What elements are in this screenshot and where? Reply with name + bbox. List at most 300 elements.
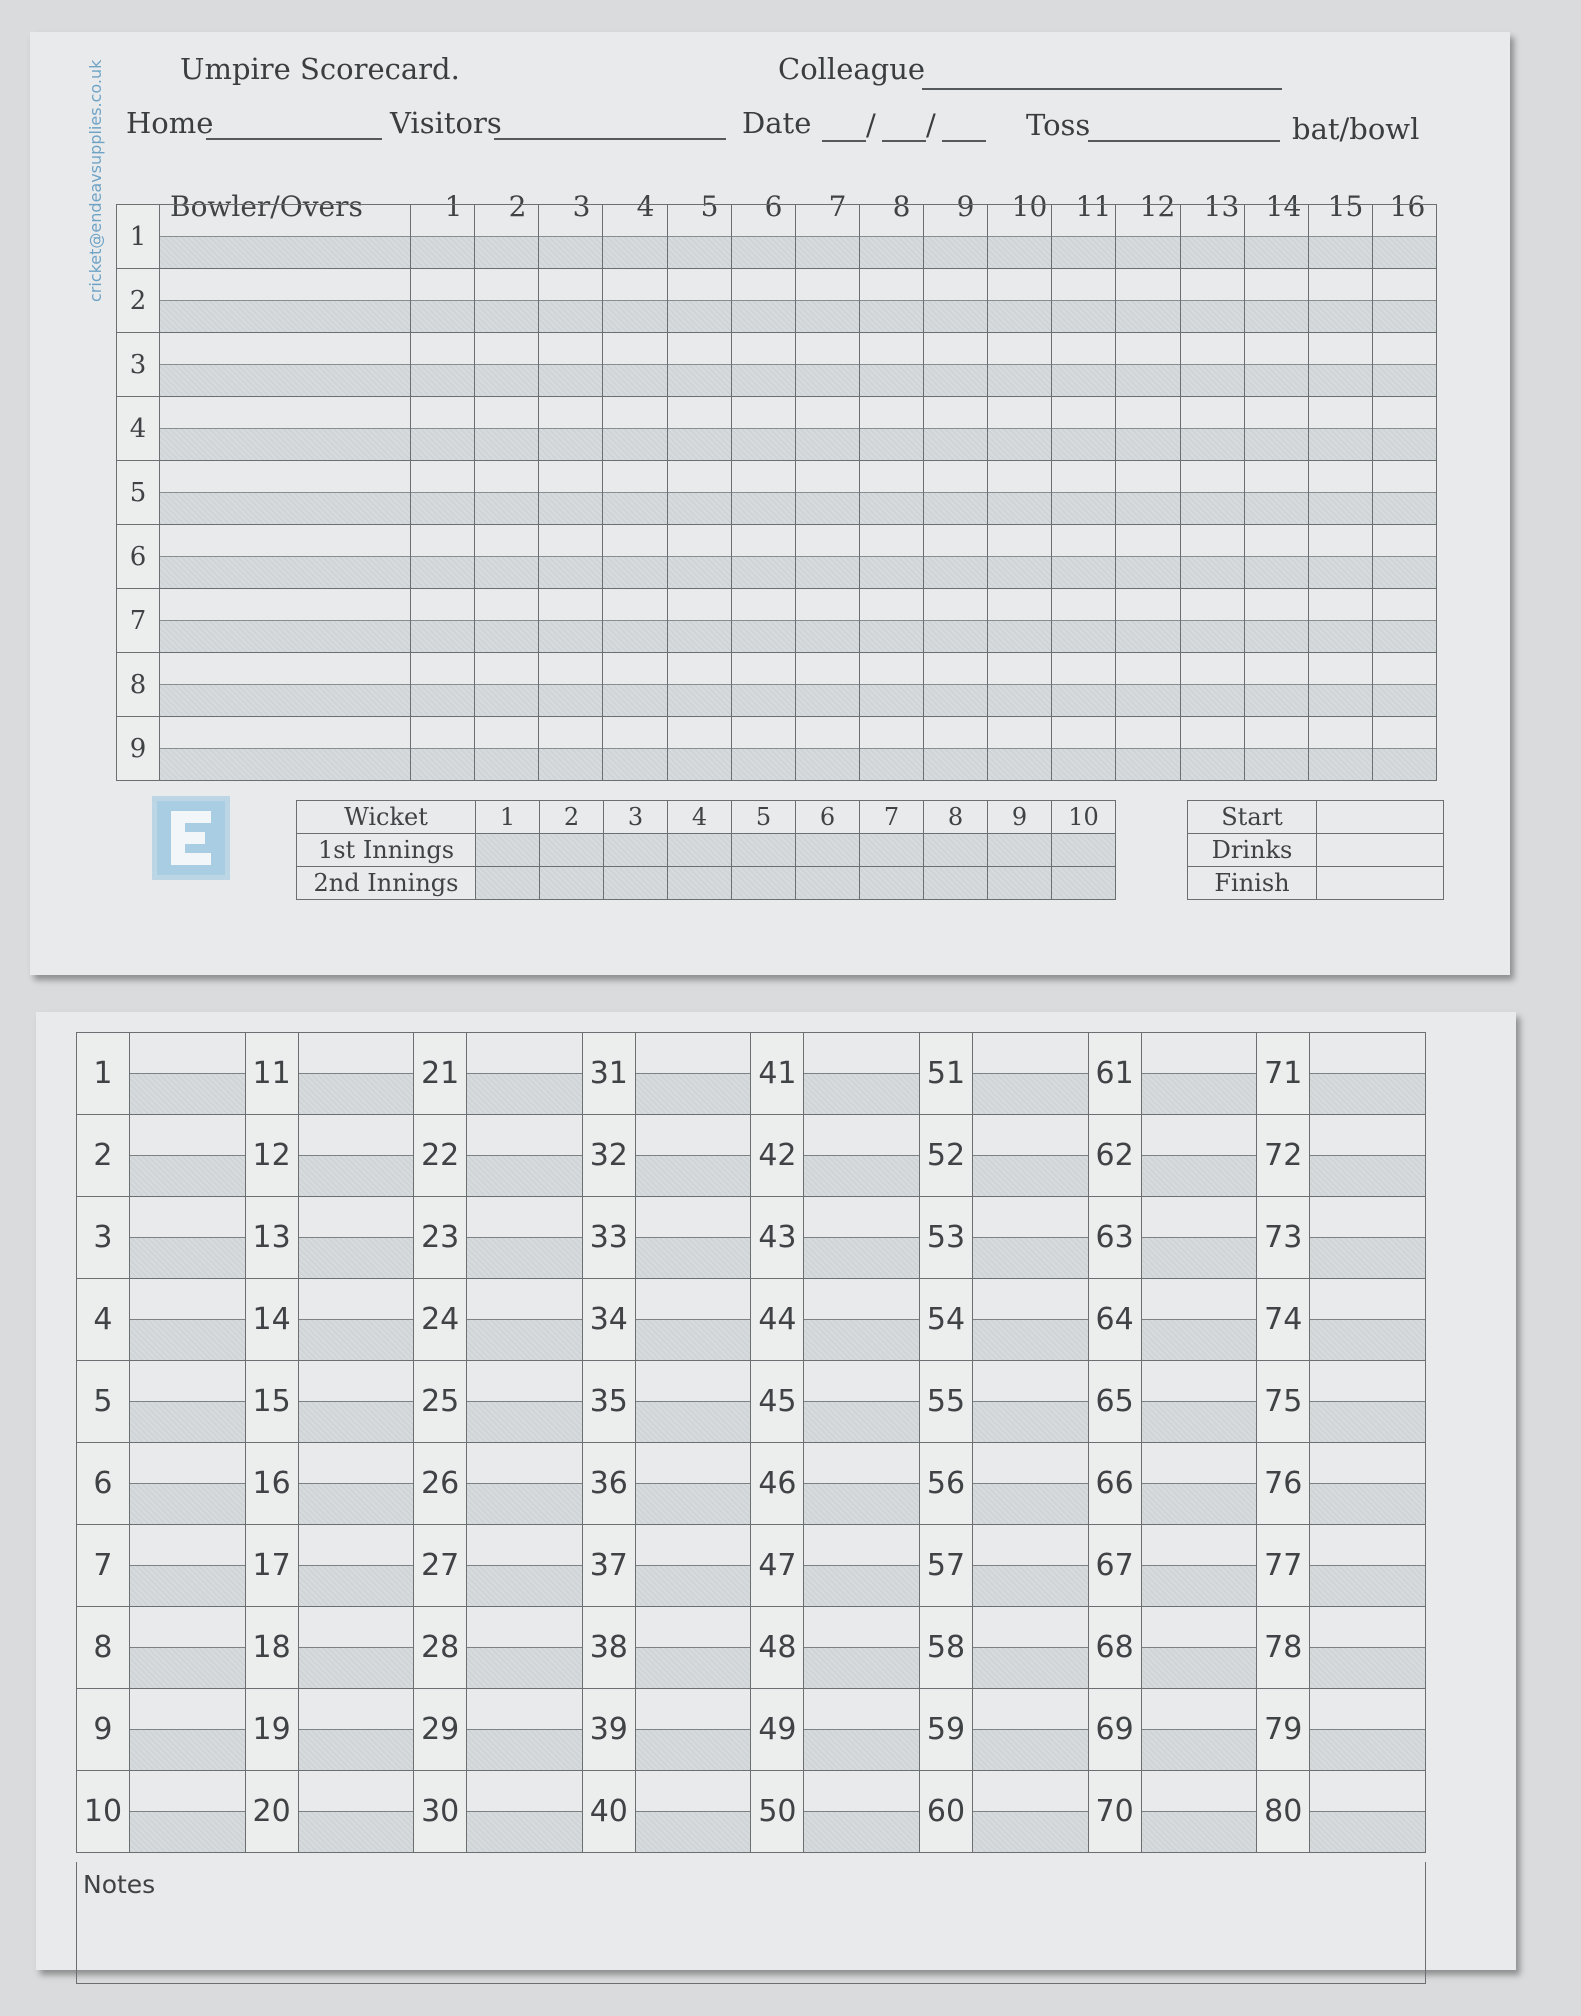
time-value-cell[interactable] (1317, 834, 1444, 867)
fow-value-cell[interactable] (467, 1033, 583, 1115)
fow-value-cell[interactable] (635, 1525, 751, 1607)
fow-number: 72 (1257, 1115, 1310, 1197)
over-number: 10 (1011, 190, 1048, 223)
fow-value-cell[interactable] (635, 1361, 751, 1443)
fow-value-cell[interactable] (298, 1279, 414, 1361)
over-cell[interactable] (1372, 397, 1436, 461)
over-cell[interactable] (1180, 269, 1244, 333)
colleague-line (922, 88, 1282, 90)
over-cell[interactable] (411, 397, 475, 461)
over-cell[interactable] (667, 653, 731, 717)
over-cell[interactable] (667, 525, 731, 589)
over-cell[interactable] (1244, 653, 1308, 717)
bowler-number: 6 (117, 525, 160, 589)
over-cell[interactable] (1308, 397, 1372, 461)
over-cell[interactable] (667, 269, 731, 333)
over-cell[interactable] (1244, 461, 1308, 525)
over-cell[interactable] (539, 269, 603, 333)
over-cell[interactable] (475, 397, 539, 461)
over-cell[interactable] (1308, 525, 1372, 589)
fow-number: 29 (414, 1689, 467, 1771)
over-cell[interactable] (731, 717, 795, 781)
over-cell[interactable] (539, 589, 603, 653)
over-cell[interactable] (475, 269, 539, 333)
innings-label: 1st Innings (297, 834, 476, 867)
fow-row (77, 1443, 1426, 1525)
bowler-number: 8 (117, 653, 160, 717)
over-cell[interactable] (731, 205, 795, 269)
over-cell[interactable] (475, 461, 539, 525)
fow-value-cell[interactable] (973, 1279, 1089, 1361)
fow-value-cell[interactable] (635, 1279, 751, 1361)
over-cell[interactable] (1244, 525, 1308, 589)
fow-number: 47 (751, 1525, 804, 1607)
fow-value-cell[interactable] (467, 1115, 583, 1197)
over-cell[interactable] (859, 461, 923, 525)
over-cell[interactable] (411, 525, 475, 589)
wicket-header-row (297, 801, 1116, 834)
over-cell[interactable] (1244, 333, 1308, 397)
wicket-time-cell[interactable] (988, 867, 1052, 900)
fow-value-cell[interactable] (1141, 1197, 1257, 1279)
over-cell[interactable] (924, 333, 988, 397)
over-cell[interactable] (475, 333, 539, 397)
over-cell[interactable] (1116, 397, 1180, 461)
over-cell[interactable] (1180, 589, 1244, 653)
over-cell[interactable] (1308, 589, 1372, 653)
wicket-time-cell[interactable] (988, 834, 1052, 867)
over-cell[interactable] (1180, 717, 1244, 781)
fow-value-cell[interactable] (1310, 1279, 1426, 1361)
over-cell[interactable] (1372, 461, 1436, 525)
over-cell[interactable] (539, 333, 603, 397)
fow-number: 59 (920, 1689, 973, 1771)
fow-number: 30 (414, 1771, 467, 1853)
fow-value-cell[interactable] (635, 1689, 751, 1771)
wicket-time-cell[interactable] (1052, 834, 1116, 867)
fow-value-cell[interactable] (804, 1115, 920, 1197)
over-cell[interactable] (603, 525, 667, 589)
wicket-time-cell[interactable] (924, 834, 988, 867)
fow-value-cell[interactable] (1141, 1525, 1257, 1607)
fow-number: 80 (1257, 1771, 1310, 1853)
over-cell[interactable] (1180, 205, 1244, 269)
fow-value-cell[interactable] (804, 1771, 920, 1853)
fow-value-cell[interactable] (1310, 1689, 1426, 1771)
fow-number: 69 (1088, 1689, 1141, 1771)
fow-value-cell[interactable] (804, 1607, 920, 1689)
fow-value-cell[interactable] (973, 1689, 1089, 1771)
fow-number: 23 (414, 1197, 467, 1279)
over-cell[interactable] (731, 525, 795, 589)
fow-value-cell[interactable] (1310, 1607, 1426, 1689)
over-cell[interactable] (1052, 653, 1116, 717)
over-cell[interactable] (1116, 589, 1180, 653)
over-cell[interactable] (1372, 269, 1436, 333)
over-cell[interactable] (731, 333, 795, 397)
fow-number: 32 (582, 1115, 635, 1197)
wicket-time-cell[interactable] (668, 867, 732, 900)
over-cell[interactable] (1052, 205, 1116, 269)
fow-value-cell[interactable] (1310, 1771, 1426, 1853)
start-drinks-finish-table (1187, 800, 1444, 900)
fow-number: 54 (920, 1279, 973, 1361)
fow-value-cell[interactable] (635, 1443, 751, 1525)
over-cell[interactable] (795, 461, 859, 525)
wicket-time-cell[interactable] (476, 834, 540, 867)
fow-value-cell[interactable] (973, 1607, 1089, 1689)
fow-value-cell[interactable] (129, 1689, 245, 1771)
innings-label: 2nd Innings (297, 867, 476, 900)
over-cell[interactable] (539, 653, 603, 717)
fow-number: 60 (920, 1771, 973, 1853)
fow-value-cell[interactable] (467, 1279, 583, 1361)
over-cell[interactable] (603, 269, 667, 333)
bowler-name-cell[interactable] (160, 397, 411, 461)
fow-value-cell[interactable] (298, 1443, 414, 1525)
fow-value-cell[interactable] (973, 1033, 1089, 1115)
over-cell[interactable] (731, 653, 795, 717)
over-cell[interactable] (1308, 461, 1372, 525)
fow-value-cell[interactable] (467, 1525, 583, 1607)
fow-value-cell[interactable] (467, 1197, 583, 1279)
fow-value-cell[interactable] (973, 1443, 1089, 1525)
over-cell[interactable] (539, 397, 603, 461)
wicket-time-cell[interactable] (860, 834, 924, 867)
bowler-name-cell[interactable] (160, 525, 411, 589)
over-cell[interactable] (1308, 653, 1372, 717)
fow-value-cell[interactable] (1141, 1689, 1257, 1771)
over-cell[interactable] (988, 205, 1052, 269)
wicket-label: Wicket (297, 801, 476, 834)
fow-number: 40 (582, 1771, 635, 1853)
fow-value-cell[interactable] (298, 1033, 414, 1115)
fow-value-cell[interactable] (635, 1033, 751, 1115)
over-cell[interactable] (1052, 269, 1116, 333)
over-cell[interactable] (924, 397, 988, 461)
fow-value-cell[interactable] (298, 1607, 414, 1689)
fow-value-cell[interactable] (973, 1771, 1089, 1853)
over-cell[interactable] (795, 717, 859, 781)
fow-number: 9 (77, 1689, 130, 1771)
over-cell[interactable] (1372, 333, 1436, 397)
time-value-cell[interactable] (1317, 801, 1444, 834)
over-cell[interactable] (1052, 589, 1116, 653)
fow-value-cell[interactable] (129, 1771, 245, 1853)
fow-row (77, 1115, 1426, 1197)
over-cell[interactable] (411, 589, 475, 653)
bowler-name-cell[interactable] (160, 653, 411, 717)
over-cell[interactable] (1244, 397, 1308, 461)
over-cell[interactable] (667, 205, 731, 269)
over-cell[interactable] (1116, 525, 1180, 589)
over-cell[interactable] (667, 461, 731, 525)
over-cell[interactable] (1308, 205, 1372, 269)
fow-value-cell[interactable] (804, 1197, 920, 1279)
fow-value-cell[interactable] (973, 1115, 1089, 1197)
wicket-time-cell[interactable] (796, 834, 860, 867)
over-cell[interactable] (667, 589, 731, 653)
over-cell[interactable] (1052, 397, 1116, 461)
over-cell[interactable] (795, 397, 859, 461)
over-cell[interactable] (667, 333, 731, 397)
bowler-number: 1 (117, 205, 160, 269)
over-cell[interactable] (1116, 461, 1180, 525)
fow-value-cell[interactable] (973, 1525, 1089, 1607)
fow-value-cell[interactable] (298, 1361, 414, 1443)
over-cell[interactable] (1180, 653, 1244, 717)
over-cell[interactable] (859, 653, 923, 717)
bowler-row (117, 461, 1437, 525)
over-cell[interactable] (1372, 525, 1436, 589)
over-cell[interactable] (475, 525, 539, 589)
over-cell[interactable] (731, 269, 795, 333)
fow-value-cell[interactable] (635, 1771, 751, 1853)
over-cell[interactable] (1180, 525, 1244, 589)
fow-value-cell[interactable] (129, 1361, 245, 1443)
fow-value-cell[interactable] (298, 1771, 414, 1853)
bowler-name-cell[interactable] (160, 461, 411, 525)
wicket-number: 7 (860, 801, 924, 834)
contact-email: cricket@endeavsupplies.co.uk (86, 59, 105, 302)
fow-value-cell[interactable] (635, 1607, 751, 1689)
over-cell[interactable] (1372, 717, 1436, 781)
fow-value-cell[interactable] (129, 1525, 245, 1607)
over-cell[interactable] (859, 717, 923, 781)
over-cell[interactable] (859, 205, 923, 269)
over-cell[interactable] (603, 461, 667, 525)
over-cell[interactable] (1308, 333, 1372, 397)
over-cell[interactable] (539, 717, 603, 781)
over-cell[interactable] (475, 589, 539, 653)
over-cell[interactable] (411, 333, 475, 397)
over-cell[interactable] (603, 333, 667, 397)
over-cell[interactable] (1244, 717, 1308, 781)
over-cell[interactable] (1116, 205, 1180, 269)
fow-value-cell[interactable] (129, 1279, 245, 1361)
bowler-name-cell[interactable] (160, 717, 411, 781)
wicket-number: 2 (540, 801, 604, 834)
logo-e-icon (157, 801, 225, 875)
over-cell[interactable] (988, 461, 1052, 525)
over-cell[interactable] (411, 717, 475, 781)
wicket-time-cell[interactable] (860, 867, 924, 900)
over-cell[interactable] (1116, 333, 1180, 397)
bowler-row (117, 589, 1437, 653)
fow-value-cell[interactable] (1141, 1361, 1257, 1443)
fow-value-cell[interactable] (1310, 1115, 1426, 1197)
home-line (206, 138, 382, 140)
fow-value-cell[interactable] (973, 1361, 1089, 1443)
over-cell[interactable] (411, 205, 475, 269)
wicket-time-cell[interactable] (476, 867, 540, 900)
bowler-name-cell[interactable] (160, 205, 411, 269)
over-cell[interactable] (988, 589, 1052, 653)
fow-value-cell[interactable] (804, 1443, 920, 1525)
fow-value-cell[interactable] (1141, 1443, 1257, 1525)
fow-value-cell[interactable] (804, 1689, 920, 1771)
over-cell[interactable] (859, 269, 923, 333)
fow-value-cell[interactable] (1310, 1525, 1426, 1607)
fow-value-cell[interactable] (298, 1689, 414, 1771)
fow-value-cell[interactable] (804, 1525, 920, 1607)
fow-value-cell[interactable] (804, 1279, 920, 1361)
fow-value-cell[interactable] (1141, 1279, 1257, 1361)
over-cell[interactable] (731, 461, 795, 525)
fow-value-cell[interactable] (1310, 1361, 1426, 1443)
bowler-name-cell[interactable] (160, 269, 411, 333)
notes-box[interactable] (76, 1862, 1426, 1984)
wicket-time-cell[interactable] (540, 867, 604, 900)
over-cell[interactable] (603, 205, 667, 269)
fow-number: 67 (1088, 1525, 1141, 1607)
over-cell[interactable] (411, 269, 475, 333)
over-cell[interactable] (1052, 333, 1116, 397)
over-cell[interactable] (603, 397, 667, 461)
over-cell[interactable] (988, 525, 1052, 589)
over-cell[interactable] (731, 397, 795, 461)
over-cell[interactable] (411, 653, 475, 717)
fow-value-cell[interactable] (298, 1525, 414, 1607)
over-cell[interactable] (924, 525, 988, 589)
fow-value-cell[interactable] (467, 1689, 583, 1771)
over-cell[interactable] (859, 397, 923, 461)
over-cell[interactable] (667, 397, 731, 461)
fow-value-cell[interactable] (1141, 1771, 1257, 1853)
over-cell[interactable] (859, 525, 923, 589)
fow-value-cell[interactable] (635, 1197, 751, 1279)
fow-value-cell[interactable] (635, 1115, 751, 1197)
over-cell[interactable] (667, 717, 731, 781)
over-cell[interactable] (1052, 717, 1116, 781)
over-cell[interactable] (988, 333, 1052, 397)
over-cell[interactable] (1180, 397, 1244, 461)
over-cell[interactable] (924, 589, 988, 653)
fow-value-cell[interactable] (129, 1033, 245, 1115)
over-cell[interactable] (988, 653, 1052, 717)
over-cell[interactable] (1372, 205, 1436, 269)
fow-value-cell[interactable] (1141, 1033, 1257, 1115)
over-cell[interactable] (539, 461, 603, 525)
over-number: 1 (444, 190, 463, 223)
over-cell[interactable] (603, 653, 667, 717)
time-value-cell[interactable] (1317, 867, 1444, 900)
date-year-line (942, 140, 986, 142)
fow-value-cell[interactable] (467, 1607, 583, 1689)
fow-number: 20 (245, 1771, 298, 1853)
fow-value-cell[interactable] (129, 1197, 245, 1279)
over-cell[interactable] (1372, 653, 1436, 717)
fow-value-cell[interactable] (973, 1197, 1089, 1279)
over-cell[interactable] (475, 205, 539, 269)
wicket-time-cell[interactable] (732, 834, 796, 867)
over-cell[interactable] (1116, 269, 1180, 333)
fow-value-cell[interactable] (129, 1115, 245, 1197)
over-cell[interactable] (539, 205, 603, 269)
over-cell[interactable] (795, 205, 859, 269)
fow-value-cell[interactable] (298, 1197, 414, 1279)
over-cell[interactable] (795, 333, 859, 397)
over-cell[interactable] (795, 653, 859, 717)
over-cell[interactable] (731, 589, 795, 653)
over-cell[interactable] (859, 333, 923, 397)
fow-value-cell[interactable] (1310, 1033, 1426, 1115)
fow-number: 27 (414, 1525, 467, 1607)
fow-number: 42 (751, 1115, 804, 1197)
over-cell[interactable] (411, 461, 475, 525)
over-cell[interactable] (1180, 333, 1244, 397)
fow-value-cell[interactable] (1141, 1115, 1257, 1197)
fow-value-cell[interactable] (298, 1115, 414, 1197)
over-cell[interactable] (539, 525, 603, 589)
over-cell[interactable] (1052, 525, 1116, 589)
over-cell[interactable] (795, 525, 859, 589)
fow-value-cell[interactable] (804, 1361, 920, 1443)
over-cell[interactable] (1116, 653, 1180, 717)
over-cell[interactable] (795, 269, 859, 333)
over-cell[interactable] (475, 717, 539, 781)
over-cell[interactable] (988, 717, 1052, 781)
over-cell[interactable] (924, 717, 988, 781)
bowler-name-cell[interactable] (160, 589, 411, 653)
fow-number: 43 (751, 1197, 804, 1279)
fow-value-cell[interactable] (129, 1443, 245, 1525)
fow-number: 71 (1257, 1033, 1310, 1115)
wicket-time-cell[interactable] (732, 867, 796, 900)
fow-value-cell[interactable] (1141, 1607, 1257, 1689)
over-cell[interactable] (1244, 205, 1308, 269)
wicket-time-cell[interactable] (540, 834, 604, 867)
wicket-time-cell[interactable] (1052, 867, 1116, 900)
fow-value-cell[interactable] (129, 1607, 245, 1689)
over-cell[interactable] (1308, 717, 1372, 781)
over-cell[interactable] (1244, 269, 1308, 333)
over-cell[interactable] (859, 589, 923, 653)
wicket-time-cell[interactable] (604, 867, 668, 900)
wicket-time-cell[interactable] (924, 867, 988, 900)
over-cell[interactable] (924, 653, 988, 717)
over-cell[interactable] (475, 653, 539, 717)
wicket-time-cell[interactable] (668, 834, 732, 867)
over-cell[interactable] (603, 589, 667, 653)
over-cell[interactable] (1244, 589, 1308, 653)
wicket-time-cell[interactable] (796, 867, 860, 900)
fow-value-cell[interactable] (1310, 1197, 1426, 1279)
fow-value-cell[interactable] (804, 1033, 920, 1115)
wicket-time-cell[interactable] (604, 834, 668, 867)
fow-value-cell[interactable] (1310, 1443, 1426, 1525)
over-cell[interactable] (988, 397, 1052, 461)
date-label: Date (742, 106, 812, 140)
over-cell[interactable] (924, 205, 988, 269)
over-cell[interactable] (1372, 589, 1436, 653)
over-cell[interactable] (795, 589, 859, 653)
over-cell[interactable] (603, 717, 667, 781)
over-cell[interactable] (1052, 461, 1116, 525)
fow-value-cell[interactable] (467, 1443, 583, 1525)
over-cell[interactable] (924, 269, 988, 333)
bowler-name-cell[interactable] (160, 333, 411, 397)
over-cell[interactable] (1180, 461, 1244, 525)
brand-logo (152, 796, 230, 880)
over-cell[interactable] (1116, 717, 1180, 781)
fow-value-cell[interactable] (467, 1361, 583, 1443)
over-cell[interactable] (924, 461, 988, 525)
fow-value-cell[interactable] (467, 1771, 583, 1853)
fow-number: 10 (77, 1771, 130, 1853)
over-cell[interactable] (988, 269, 1052, 333)
over-cell[interactable] (1308, 269, 1372, 333)
